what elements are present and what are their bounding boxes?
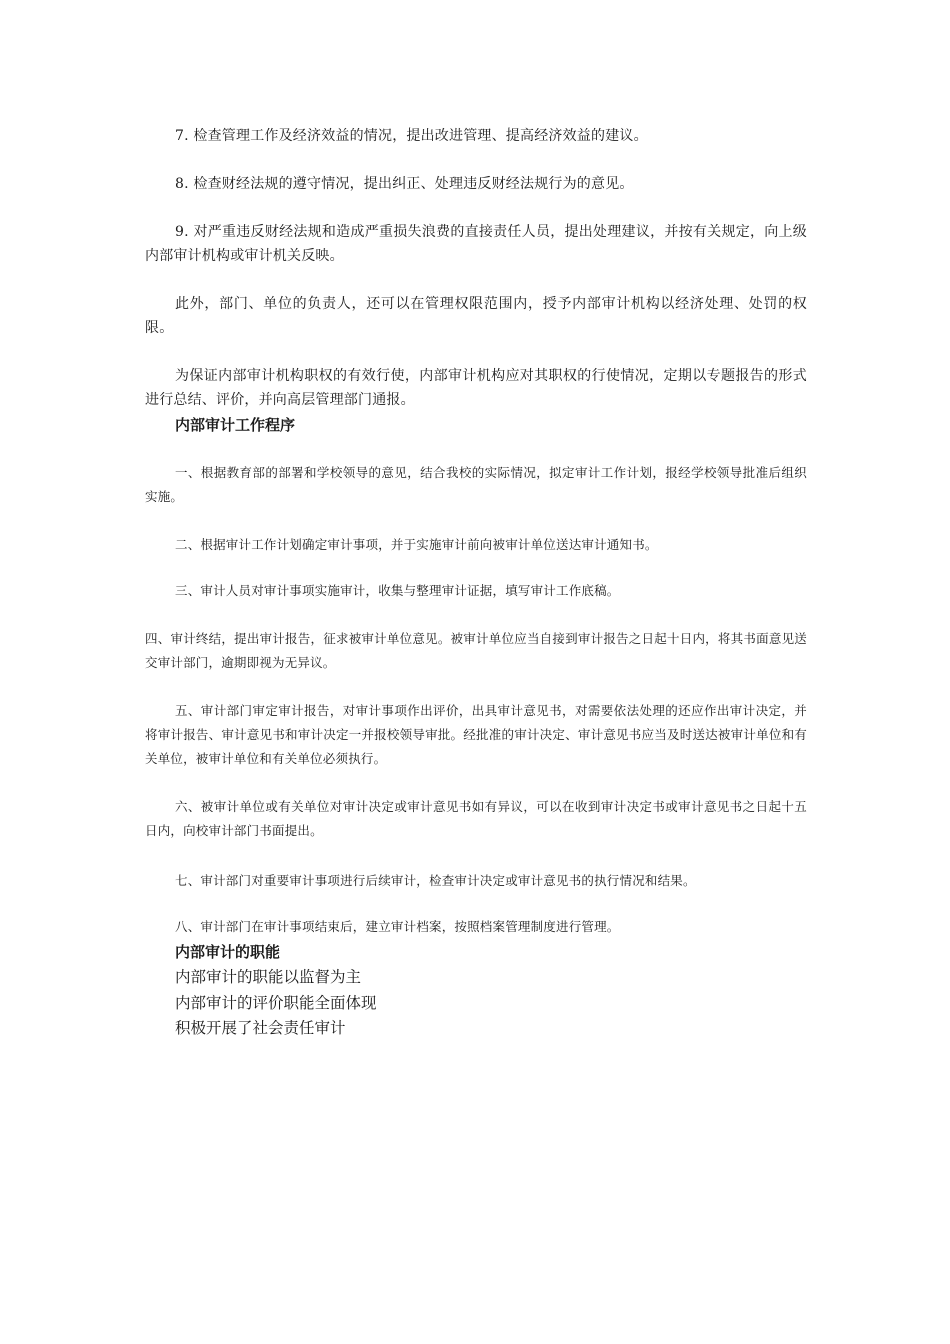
paragraph-item-8: 8. 检查财经法规的遵守情况，提出纠正、处理违反财经法规行为的意见。: [175, 176, 634, 192]
procedure-step-4: 四、审计终结，提出审计报告，征求被审计单位意见。被审计单位应当自接到审计报告之日起十日内，将其书面意见送交审计部门，逾期即视为无异议。: [145, 631, 807, 670]
heading-audit-functions: 内部审计的职能: [175, 943, 281, 961]
heading-audit-procedure: 内部审计工作程序: [175, 416, 296, 434]
procedure-step-1: 一、根据教育部的部署和学校领导的意见，结合我校的实际情况，拟定审计工作计划，报经学校领导批准后组织实施。: [145, 465, 807, 504]
procedure-step-5: 五、审计部门审定审计报告，对审计事项作出评价，出具审计意见书，对需要依法处理的还应作出审计决定，并将审计报告、审计意见书和审计决定一并报校领导审批。经批准的审计决定、审计意见书应当及时送达被审计单位和有关单位，被审计单位和有关单位必须执行。: [145, 703, 807, 766]
function-item-2: 内部审计的评价职能全面体现: [175, 994, 377, 1012]
paragraph-besides: 此外，部门、单位的负责人，还可以在管理权限范围内，授予内部审计机构以经济处理、处罚的权限。: [145, 296, 807, 336]
paragraph-item-9: 9. 对严重违反财经法规和造成严重损失浪费的直接责任人员，提出处理建议，并按有关规定，向上级内部审计机构或审计机关反映。: [145, 224, 807, 264]
procedure-step-3: 三、审计人员对审计事项实施审计，收集与整理审计证据，填写审计工作底稿。: [175, 583, 620, 598]
paragraph-item-7: 7. 检查管理工作及经济效益的情况，提出改进管理、提高经济效益的建议。: [175, 128, 648, 144]
procedure-step-2: 二、根据审计工作计划确定审计事项，并于实施审计前向被审计单位送达审计通知书。: [175, 537, 658, 552]
function-item-3: 积极开展了社会责任审计: [175, 1019, 346, 1037]
procedure-step-6: 六、被审计单位或有关单位对审计决定或审计意见书如有异议，可以在收到审计决定书或审计意见书之日起十五日内，向校审计部门书面提出。: [145, 799, 807, 838]
procedure-step-8: 八、审计部门在审计事项结束后，建立审计档案，按照档案管理制度进行管理。: [175, 919, 620, 934]
procedure-step-7: 七、审计部门对重要审计事项进行后续审计，检查审计决定或审计意见书的执行情况和结果。: [175, 873, 696, 888]
function-item-1: 内部审计的职能以监督为主: [175, 968, 362, 986]
paragraph-ensure: 为保证内部审计机构职权的有效行使，内部审计机构应对其职权的行使情况，定期以专题报告的形式进行总结、评价，并向高层管理部门通报。: [145, 368, 807, 408]
